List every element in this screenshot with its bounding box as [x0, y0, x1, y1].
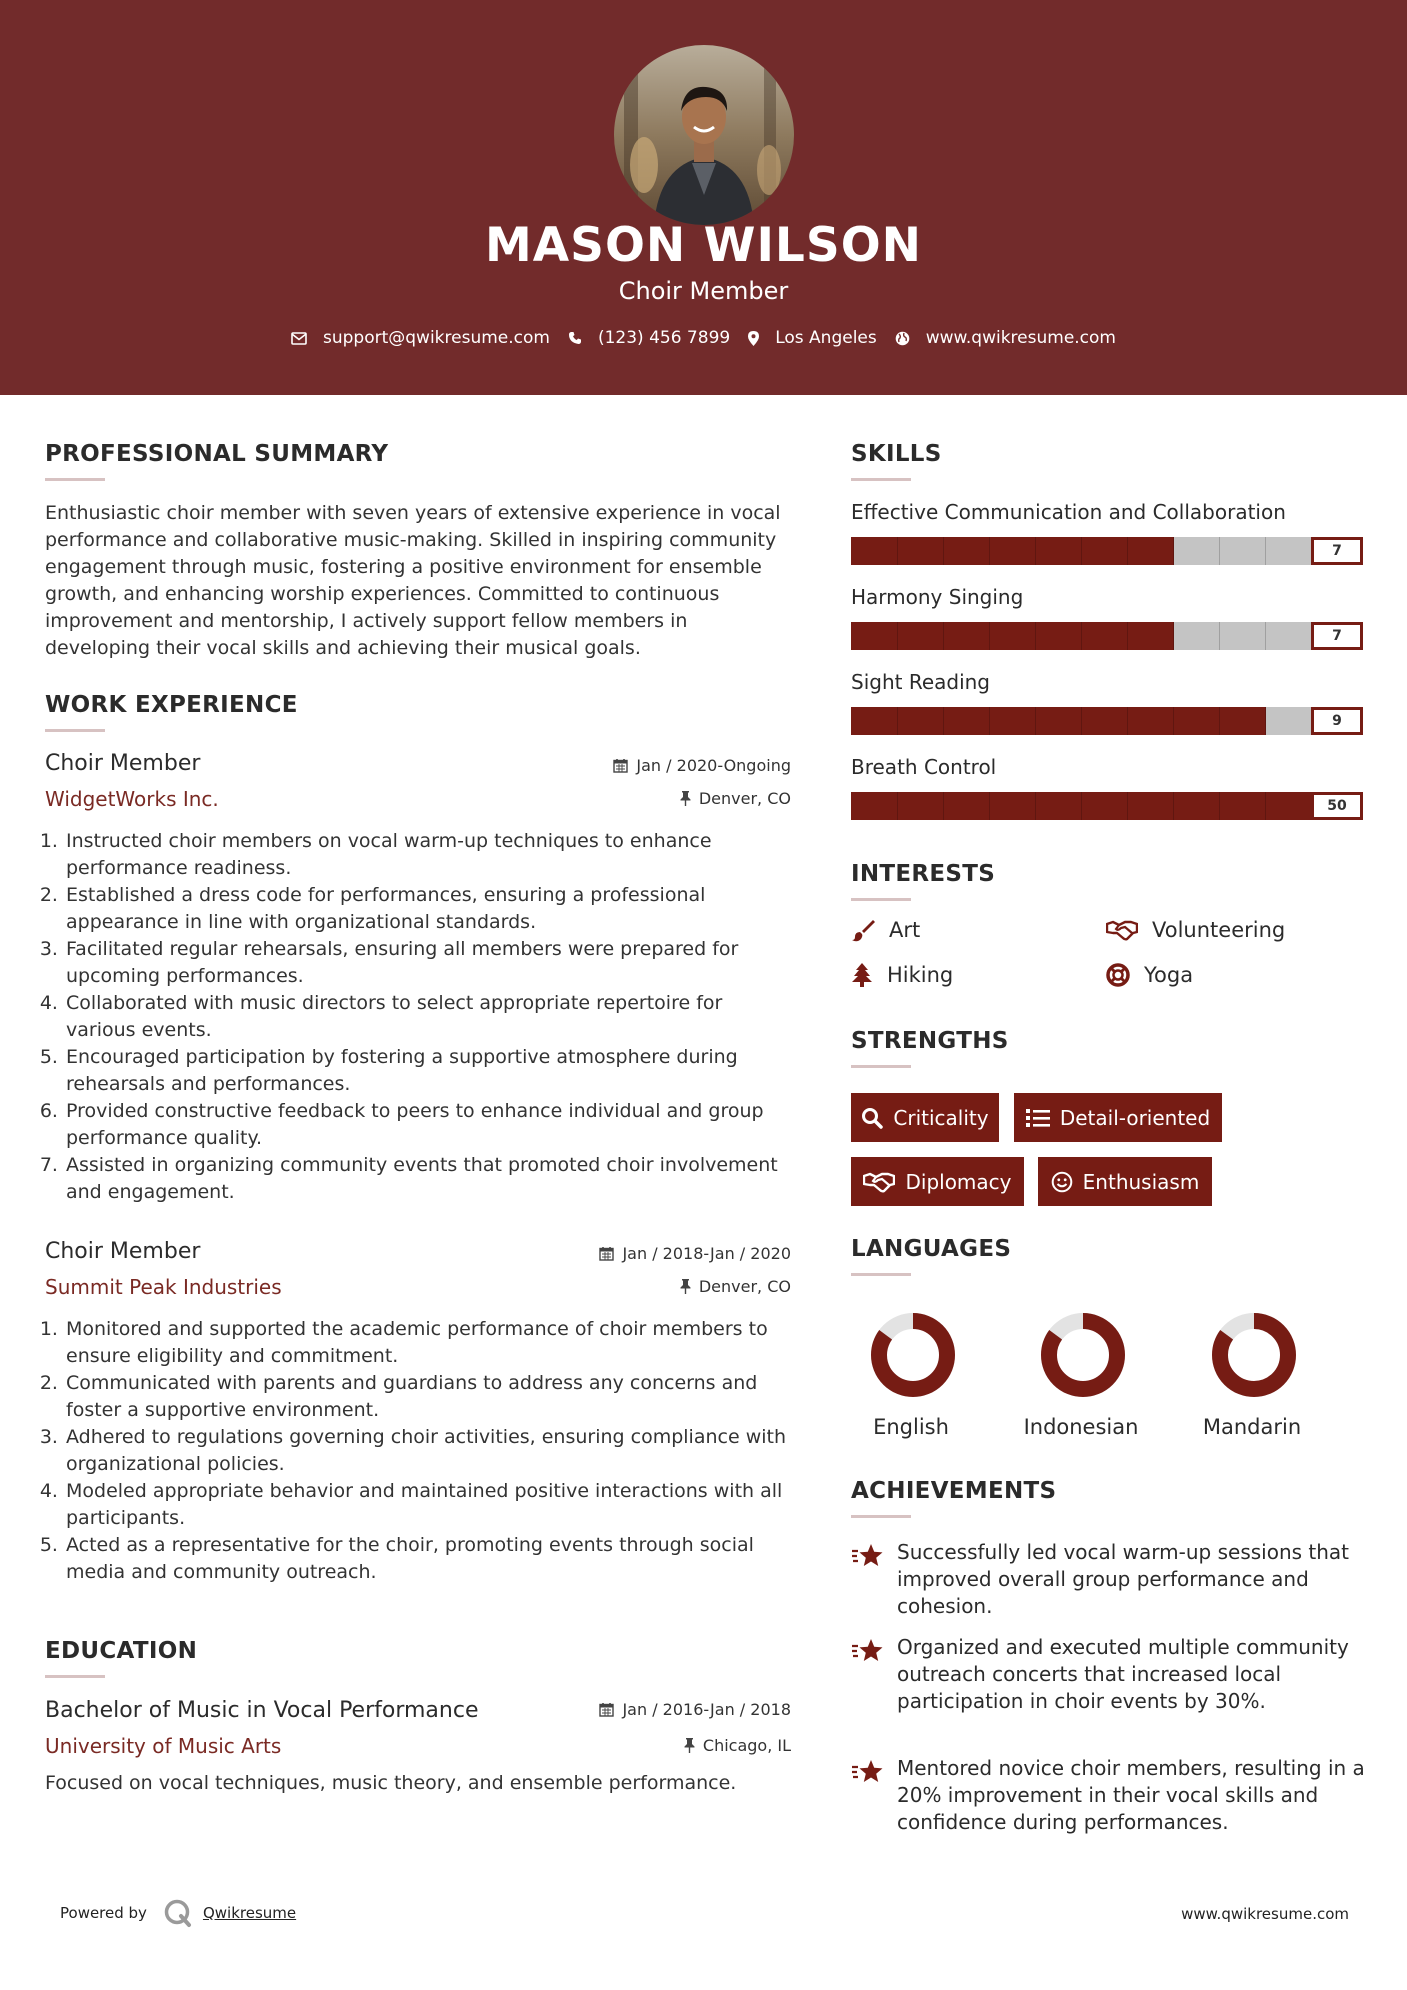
- skill-bar-fill: [851, 622, 1174, 650]
- language-donut: [1220, 1321, 1288, 1389]
- list-icon: [1026, 1108, 1050, 1128]
- job-2-location: [480, 1277, 791, 1296]
- footer-powered-by: [60, 1898, 296, 1928]
- candidate-name: MASON WILSON: [484, 218, 923, 273]
- strengths-heading: STRENGTHS: [851, 1028, 1009, 1054]
- education-school: University of Music Arts: [45, 1734, 282, 1758]
- calendar-icon: [613, 758, 628, 773]
- pushpin-icon: [684, 1738, 695, 1753]
- strength-criticality-label: Criticality: [893, 1105, 989, 1130]
- strength-enthusiasm: [1038, 1157, 1212, 1206]
- contact-email-text: support@qwikresume.com: [323, 328, 550, 348]
- profile-photo: [614, 45, 794, 225]
- skill-bar-segment: [1173, 537, 1174, 565]
- duty-item: 2. Established a dress code for performances, ensuring a professional appearance in line with organizational standards.: [64, 882, 795, 936]
- skill-bar-segment: [1265, 792, 1266, 820]
- resume-header: [0, 0, 1407, 395]
- contact-bar: [0, 328, 1407, 348]
- duty-item: 3. Facilitated regular rehearsals, ensuring all members were prepared for upcoming performances.: [64, 936, 795, 990]
- job-2-title: Choir Member: [45, 1239, 201, 1264]
- pushpin-icon: [680, 1279, 691, 1294]
- job-2-date-text: Jan / 2018-Jan / 2020: [622, 1244, 791, 1263]
- language-label: Mandarin: [1202, 1415, 1302, 1439]
- skill-bar-fill: [851, 537, 1174, 565]
- skill-bar-segment: [1035, 707, 1036, 735]
- achievement-item: [851, 1539, 1371, 1620]
- strength-enthusiasm-label: Enthusiasm: [1082, 1169, 1200, 1194]
- qwikresume-logo-icon: [163, 1898, 193, 1928]
- summary-text: Enthusiastic choir member with seven years of extensive experience in vocal performance and collaborative music-making. Skilled in inspiring community engagement through music, fostering a positive environment for ensemble growth, and enhancing worship experiences. Committed to continuous improvement and mentorship, I actively support fellow members in developing their vocal skills and achieving their musical goals.: [45, 502, 781, 659]
- contact-location-text: Los Angeles: [775, 328, 877, 348]
- skill-bar-segment: [897, 707, 898, 735]
- skill-bar-segment: [897, 537, 898, 565]
- duty-item: 4. Modeled appropriate behavior and maintained positive interactions with all participants.: [64, 1478, 795, 1532]
- experience-heading: WORK EXPERIENCE: [45, 692, 298, 718]
- strength-detail-oriented-label: Detail-oriented: [1059, 1105, 1211, 1130]
- job-1-location: [480, 789, 791, 808]
- skill-bar-segment: [1127, 792, 1128, 820]
- strengths-heading-rule: [851, 1065, 911, 1068]
- skill-bar-segment: [1035, 792, 1036, 820]
- contact-location: [748, 328, 877, 348]
- achievement-text: Organized and executed multiple community outreach concerts that increased local participation in choir events by 30%.: [897, 1635, 1349, 1713]
- pushpin-icon: [680, 791, 691, 806]
- globe-icon: [895, 331, 910, 346]
- footer-website[interactable]: www.qwikresume.com: [1181, 1905, 1349, 1923]
- duty-item: 2. Communicated with parents and guardians to address any concerns and foster a supportive environment.: [64, 1370, 795, 1424]
- job-2-date: [480, 1244, 791, 1263]
- skill-bar: [851, 707, 1363, 735]
- skill-bar-segment: [1081, 537, 1082, 565]
- skill-bar: [851, 622, 1363, 650]
- skill-value: 7: [1311, 622, 1363, 650]
- duty-item: 5. Acted as a representative for the choir, promoting events through social media and community outreach.: [64, 1532, 795, 1586]
- skill-bar-segment: [897, 792, 898, 820]
- skill-bar-segment: [1265, 537, 1266, 565]
- languages-heading: LANGUAGES: [851, 1236, 1012, 1262]
- skill-bar-segment: [897, 622, 898, 650]
- contact-website[interactable]: [895, 328, 1116, 348]
- skill-bar-segment: [1173, 792, 1174, 820]
- skills-heading: SKILLS: [851, 441, 942, 467]
- skills-heading-rule: [851, 478, 911, 481]
- strength-criticality: [851, 1093, 999, 1142]
- education-date: [480, 1700, 791, 1719]
- handshake-icon: [1106, 919, 1138, 941]
- language-label: English: [873, 1415, 949, 1439]
- search-icon: [861, 1107, 883, 1129]
- skill-bar-segment: [989, 537, 990, 565]
- phone-icon: [568, 331, 582, 345]
- interests-heading: INTERESTS: [851, 861, 996, 887]
- job-1-duties: [45, 828, 795, 1206]
- experience-heading-rule: [45, 729, 105, 732]
- skill-bar-segment: [943, 622, 944, 650]
- skill-label: Breath Control: [851, 755, 997, 779]
- job-2-duties: [45, 1316, 795, 1586]
- skill-bar-fill: [851, 707, 1266, 735]
- duty-item: 4. Collaborated with music directors to select appropriate repertoire for various events.: [64, 990, 795, 1044]
- skill-bar-segment: [1081, 792, 1082, 820]
- achievement-text: Successfully led vocal warm-up sessions that improved overall group performance and cohesion.: [897, 1540, 1350, 1618]
- skill-bar-segment: [943, 707, 944, 735]
- job-1-title: Choir Member: [45, 751, 201, 776]
- skill-bar-segment: [1173, 622, 1174, 650]
- education-heading: EDUCATION: [45, 1638, 198, 1664]
- achievement-item: [851, 1634, 1371, 1715]
- summary-heading-rule: [45, 478, 105, 481]
- interest-hiking: [851, 963, 953, 987]
- duty-item: 1. Instructed choir members on vocal warm-up techniques to enhance performance readiness.: [64, 828, 795, 882]
- achievements-heading-rule: [851, 1515, 911, 1518]
- candidate-role: Choir Member: [618, 277, 789, 305]
- calendar-icon: [599, 1246, 614, 1261]
- skill-bar-segment: [1173, 707, 1174, 735]
- skill-bar-segment: [1219, 707, 1220, 735]
- education-description: Focused on vocal techniques, music theory, and ensemble performance.: [45, 1772, 737, 1794]
- skill-label: Effective Communication and Collaboration: [851, 500, 1286, 524]
- language-donut: [879, 1321, 947, 1389]
- skill-bar-segment: [989, 622, 990, 650]
- calendar-icon: [599, 1702, 614, 1717]
- achievement-text: Mentored novice choir members, resulting in a 20% improvement in their vocal skills and confidence during performances.: [897, 1756, 1365, 1834]
- interest-yoga: [1106, 963, 1193, 987]
- interest-volunteering: [1106, 918, 1285, 942]
- education-heading-rule: [45, 1675, 105, 1678]
- skill-bar-segment: [1219, 537, 1220, 565]
- skill-label: Sight Reading: [851, 670, 991, 694]
- brand-link[interactable]: Qwikresume: [202, 1904, 297, 1922]
- skill-bar: [851, 792, 1363, 820]
- education-date-text: Jan / 2016-Jan / 2018: [622, 1700, 791, 1719]
- skill-bar-segment: [943, 792, 944, 820]
- smiley-icon: [1051, 1171, 1073, 1193]
- star-icon: [851, 1543, 885, 1569]
- interest-art-label: Art: [889, 918, 921, 942]
- skill-bar-segment: [1081, 622, 1082, 650]
- education-location-text: Chicago, IL: [702, 1736, 791, 1755]
- duty-item: 1. Monitored and supported the academic performance of choir members to ensure eligibility and commitment.: [64, 1316, 795, 1370]
- skill-bar-segment: [989, 707, 990, 735]
- job-1-location-text: Denver, CO: [698, 789, 791, 808]
- lifebuoy-icon: [1106, 963, 1130, 987]
- duty-item: 7. Assisted in organizing community events that promoted choir involvement and engagement.: [64, 1152, 795, 1206]
- skill-bar-segment: [1265, 707, 1266, 735]
- job-1-company: WidgetWorks Inc.: [45, 787, 219, 811]
- tree-icon: [851, 963, 873, 987]
- skill-label: Harmony Singing: [851, 585, 1024, 609]
- skill-bar-segment: [1219, 622, 1220, 650]
- paintbrush-icon: [851, 918, 875, 942]
- contact-website-text: www.qwikresume.com: [925, 328, 1116, 348]
- star-icon: [851, 1759, 885, 1785]
- strength-detail-oriented: [1014, 1093, 1222, 1142]
- interests-heading-rule: [851, 898, 911, 901]
- powered-by-text: Powered by: [60, 1904, 147, 1922]
- education-degree: Bachelor of Music in Vocal Performance: [45, 1698, 479, 1723]
- skill-bar-segment: [1127, 537, 1128, 565]
- interest-yoga-label: Yoga: [1144, 963, 1194, 987]
- skill-value: 9: [1311, 707, 1363, 735]
- duty-item: 5. Encouraged participation by fostering a supportive atmosphere during rehearsals and performances.: [64, 1044, 795, 1098]
- skill-bar: [851, 537, 1363, 565]
- interest-hiking-label: Hiking: [887, 963, 954, 987]
- contact-phone-text: (123) 456 7899: [597, 328, 731, 348]
- language-donut: [1049, 1321, 1117, 1389]
- achievement-item: [851, 1755, 1371, 1836]
- skill-value: 7: [1311, 537, 1363, 565]
- interest-art: [851, 918, 920, 942]
- skill-bar-segment: [1081, 707, 1082, 735]
- strength-diplomacy: [851, 1157, 1024, 1206]
- contact-phone[interactable]: [568, 328, 730, 348]
- skill-bar-segment: [989, 792, 990, 820]
- job-2-location-text: Denver, CO: [698, 1277, 791, 1296]
- skill-bar-segment: [1127, 707, 1128, 735]
- contact-email[interactable]: [291, 328, 550, 348]
- strength-diplomacy-label: Diplomacy: [905, 1169, 1012, 1194]
- duty-item: 3. Adhered to regulations governing choir activities, ensuring compliance with organizational policies.: [64, 1424, 795, 1478]
- skill-bar-segment: [1035, 622, 1036, 650]
- skill-bar-segment: [1127, 622, 1128, 650]
- job-1-date-text: Jan / 2020-Ongoing: [636, 756, 791, 775]
- duty-item: 6. Provided constructive feedback to peers to enhance individual and group performance quality.: [64, 1098, 795, 1152]
- languages-chart: [851, 1300, 1371, 1430]
- summary-heading: PROFESSIONAL SUMMARY: [45, 441, 389, 467]
- job-2-company: Summit Peak Industries: [45, 1275, 282, 1299]
- education-location: [480, 1736, 791, 1755]
- skill-bar-segment: [1265, 622, 1266, 650]
- languages-heading-rule: [851, 1273, 911, 1276]
- interest-volunteering-label: Volunteering: [1152, 918, 1286, 942]
- achievements-heading: ACHIEVEMENTS: [851, 1478, 1057, 1504]
- handshake-icon: [863, 1171, 895, 1193]
- skill-bar-segment: [943, 537, 944, 565]
- skill-value: 50: [1311, 792, 1363, 820]
- skill-bar-segment: [1219, 792, 1220, 820]
- envelope-icon: [291, 332, 307, 345]
- map-pin-icon: [748, 331, 759, 346]
- skill-bar-fill: [851, 792, 1363, 820]
- job-1-date: [480, 756, 791, 775]
- language-label: Indonesian: [1023, 1415, 1139, 1439]
- skill-bar-segment: [1035, 537, 1036, 565]
- star-icon: [851, 1638, 885, 1664]
